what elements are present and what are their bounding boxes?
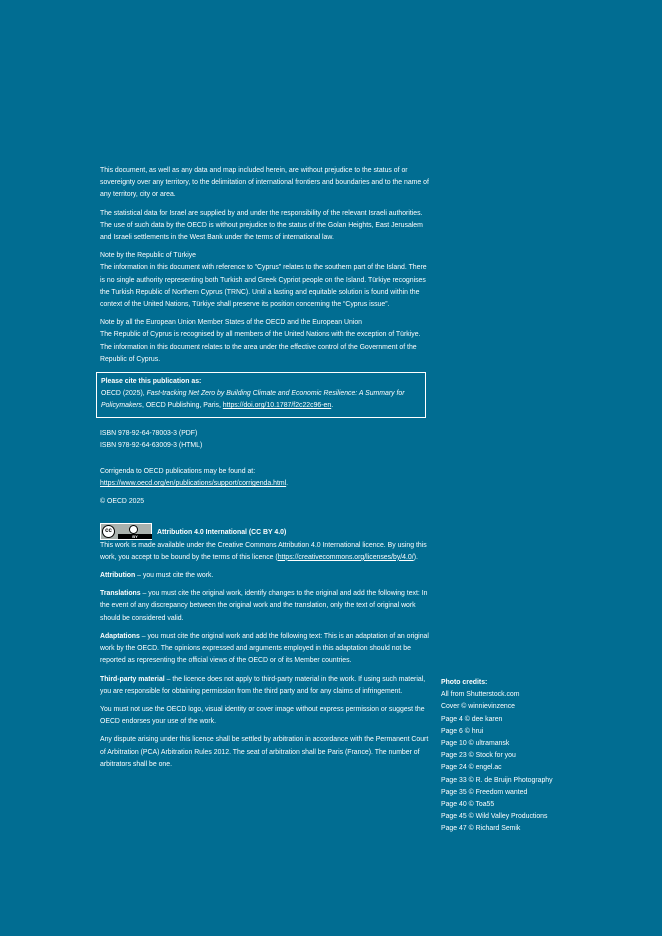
citation-prefix: OECD (2025), [101, 390, 147, 398]
photo-credit-line: Page 10 © ultramansk [441, 740, 510, 748]
isbn-block [100, 428, 432, 452]
photo-credit-line: Page 24 © engel.ac [441, 764, 502, 772]
photo-credit-line: Cover © winnievinzence [441, 703, 516, 711]
licence-translations: Translations – you must cite the original work, identify changes to the original and add the following text: In the event of any discrepancy between the original work and the translation, only the text of original work should be considered valid. [100, 590, 428, 622]
photo-credits [441, 677, 601, 836]
corrigenda-block: Corrigenda to OECD publications may be found at: https://www.oecd.org/en/publications/support/corrigenda.html. [100, 466, 432, 490]
corrigenda-link[interactable]: https://www.oecd.org/en/publications/support/corrigenda.html [100, 480, 287, 488]
legal-notice [100, 165, 432, 777]
copyright: © OECD 2025 [100, 498, 145, 506]
photo-credit-line: Page 6 © hrui [441, 727, 484, 735]
photo-credit-line: Page 23 © Stock for you [441, 752, 516, 760]
licence-dispute: Any dispute arising under this licence shall be settled by arbitration in accordance with the Permanent Court of Arbitration (PCA) Arbitration Rules 2012. The seat of arbitration shall be Paris (France). The number of arbitrators shall be one. [100, 736, 429, 768]
disclaimer-israel: The statistical data for Israel are supplied by and under the responsibility of the relevant Israeli authorities. The use of such data by the OECD is without prejudice to the status of the Golan Heights, East Jerusalem and Israeli settlements in the West Bank under the terms of international law. [100, 209, 423, 242]
photo-credit-line: Page 33 © R. de Bruijn Photography [441, 776, 553, 784]
photo-credit-line: Page 35 © Freedom wanted [441, 788, 528, 796]
eu-note-title: Note by all the European Union Member States of the OECD and the European Union [100, 319, 362, 327]
citation-publisher: , OECD Publishing, Paris, [141, 402, 223, 410]
eu-note-text: The Republic of Cyprus is recognised by all members of the United Nations with the exception of Türkiye. The information in this document relates to the area under the effective control of the Government of the Republic of Cyprus. [100, 331, 421, 363]
cc-logo-icon: cc [102, 525, 115, 538]
corrigenda-text: Corrigenda to OECD publications may be found at: [100, 468, 256, 476]
licence-header [100, 523, 432, 540]
citation-title: Fast-tracking Net Zero by Building Climate and Economic Resilience: A Summary for Policymakers [101, 390, 405, 410]
licence-attribution: Attribution – you must cite the work. [100, 572, 214, 580]
photo-credits-heading: Photo credits: [441, 679, 488, 686]
citation-doi-link[interactable]: https://doi.org/10.1787/f2c22c96-en [222, 402, 332, 410]
licence-intro: This work is made available under the Creative Commons Attribution 4.0 International licence. By using this work, you accept to be bound by the terms of this licence (https://creativecommons.org/licenses/by/4.0/). [100, 541, 427, 561]
licence-logo-restriction: You must not use the OECD logo, visual identity or cover image without express permission or suggest the OECD endorses your use of the work. [100, 705, 425, 726]
photo-credit-line: Page 47 © Richard Semik [441, 825, 521, 833]
licence-third-party: Third-party material – the licence does not apply to third-party material in the work. If using such material, you are responsible for obtaining permission from the third party and for any claims of infringement. [100, 675, 426, 695]
isbn-pdf: ISBN 978-92-64-78003-3 (PDF) [100, 429, 198, 437]
licence-link[interactable]: https://creativecommons.org/licenses/by/4.0/ [277, 553, 414, 561]
photo-credit-line: Page 45 © Wild Valley Productions [441, 813, 548, 821]
person-icon [129, 525, 138, 534]
licence-adaptations: Adaptations – you must cite the original work and add the following text: This is an adaptation of an original work by the OECD. The opinions expressed and arguments employed in this adaptation should not be reported as representing the official views of the OECD or of its Member countries. [100, 632, 429, 665]
photo-credit-line: Page 4 © dee karen [441, 715, 503, 723]
isbn-html: ISBN 978-92-64-63009-3 (HTML) [100, 441, 203, 449]
disclaimer-territory: This document, as well as any data and map included herein, are without prejudice to the status of or sovereignty over any territory, to the delimitation of international frontiers and boundaries and to the name of any territory, city or area. [100, 167, 429, 199]
licence-title: Attribution 4.0 International (CC BY 4.0) [157, 529, 287, 537]
by-label: BY [118, 534, 152, 539]
cc-by-badge-icon [100, 523, 152, 540]
citation-heading: Please cite this publication as: [101, 378, 202, 386]
photo-credit-line: All from Shutterstock.com [441, 691, 520, 699]
turkiye-note-text: The information in this document with reference to “Cyprus” relates to the southern part of the Island. There is no single authority representing both Turkish and Greek Cypriot people on the Island. Türkiye recognises the Turkish Republic of Northern Cyprus (TRNC). Until a lasting and equitable solution is found within the context of the United Nations, Türkiye shall preserve its position concerning the “Cyprus issue”. [100, 264, 427, 309]
turkiye-note-title: Note by the Republic of Türkiye [100, 252, 197, 260]
citation-box: Please cite this publication as: OECD (2025), Fast-tracking Net Zero by Building Climate and Economic Resilience: A Summary for Policymakers, OECD Publishing, Paris, https://doi.org/10.1787/f2c22c96-en. [96, 372, 426, 418]
photo-credit-line: Page 40 © Toa55 [441, 801, 495, 809]
